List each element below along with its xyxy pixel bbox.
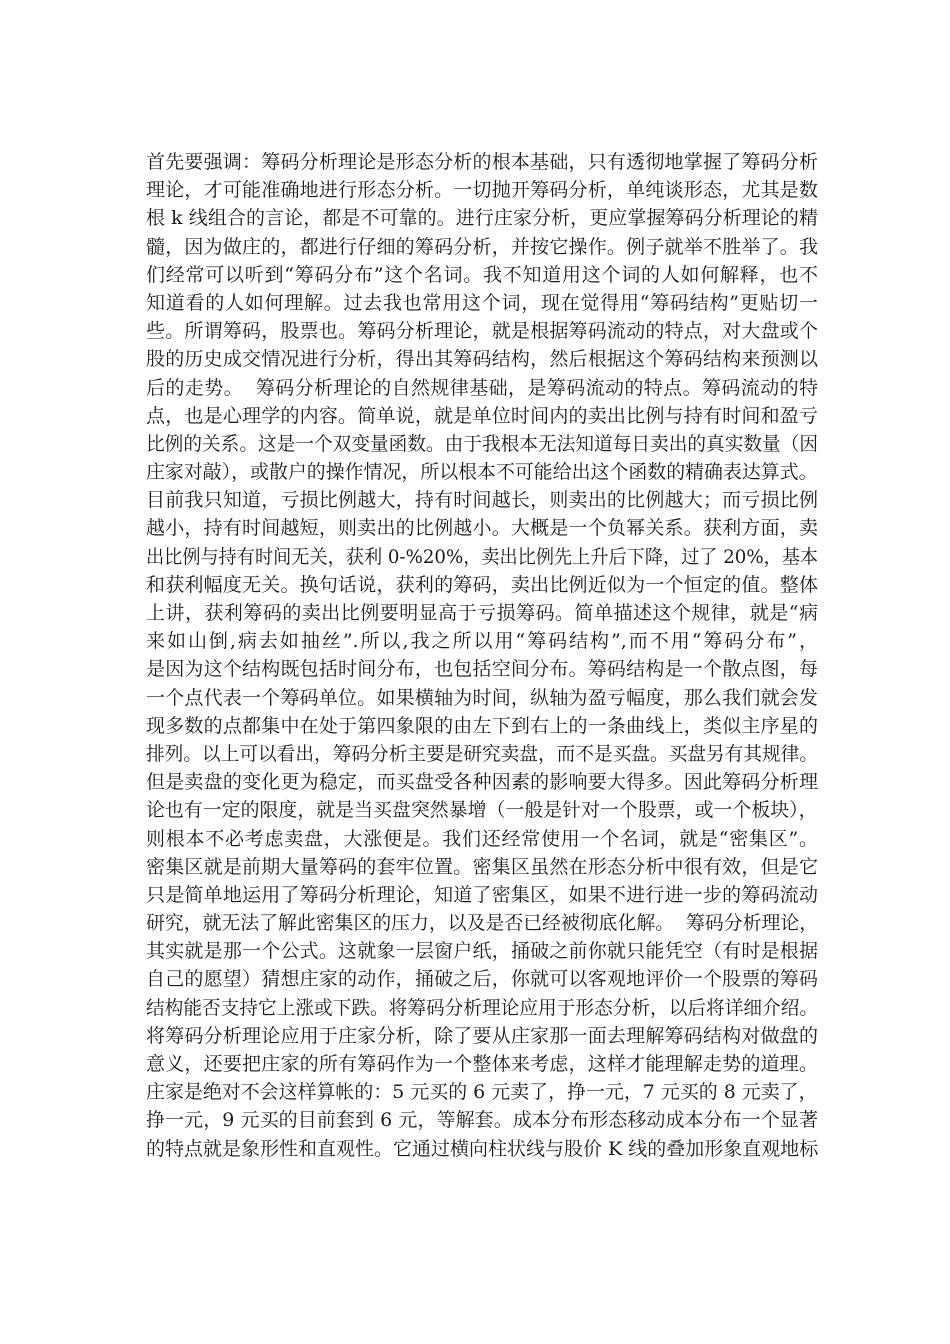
text-line: 点，也是心理学的内容。简单说，就是单位时间内的卖出比例与持有时间和盈亏 <box>146 404 818 427</box>
text-line: 的特点就是象形性和直观性。它通过横向柱状线与股价 K 线的叠加形象直观地标 <box>146 1137 819 1160</box>
text-line: 首先要强调：筹码分析理论是形态分析的根本基础，只有透彻地掌握了筹码分析 <box>146 151 818 173</box>
article-body <box>146 148 818 1163</box>
text-line: 出比例与持有时间无关，获利 0-%20%，卖出比例先上升后下降，过了 20%，基本 <box>146 545 819 568</box>
text-line: 则根本不必考虑卖盘，大涨便是。我们还经常使用一个名词，就是“密集区”。 <box>146 827 818 850</box>
text-line: 们经常可以听到“筹码分布”这个名词。我不知道用这个词的人如何解释，也不 <box>146 263 818 286</box>
text-line: 和获利幅度无关。换句话说，获利的筹码，卖出比例近似为一个恒定的值。整体 <box>146 573 818 596</box>
text-line: 髓，因为做庄的，都进行仔细的筹码分析，并按它操作。例子就举不胜举了。我 <box>146 235 818 258</box>
text-line: 上讲，获利筹码的卖出比例要明显高于亏损筹码。简单描述这个规律，就是“病 <box>146 602 818 624</box>
text-line: 其实就是那一个公式。这就象一层窗户纸，捅破之前你就只能凭空（有时是根据 <box>146 940 818 963</box>
text-line: 理论，才可能准确地进行形态分析。一切抛开筹码分析，单纯谈形态，尤其是数 <box>146 179 818 202</box>
text-line: 意义，还要把庄家的所有筹码作为一个整体来考虑，这样才能理解走势的道理。 <box>146 1053 818 1075</box>
text-line: 结构能否支持它上涨或下跌。将筹码分析理论应用于形态分析，以后将详细介绍。 <box>146 996 819 1019</box>
text-line: 知道看的人如何理解。过去我也常用这个词，现在觉得用“筹码结构”更贴切一 <box>146 291 818 314</box>
text-line: 股的历史成交情况进行分析，得出其筹码结构，然后根据这个筹码结构来预测以 <box>146 348 818 371</box>
text-line: 庄家对敲），或散户的操作情况，所以根本不可能给出这个函数的精确表达算式。 <box>146 461 818 484</box>
text-line: 只是简单地运用了筹码分析理论，知道了密集区，如果不进行进一步的筹码流动 <box>146 883 818 906</box>
text-line: 越小，持有时间越短，则卖出的比例越小。大概是一个负幂关系。获利方面，卖 <box>146 517 818 540</box>
text-line: 庄家是绝对不会这样算帐的：5 元买的 6 元卖了，挣一元，7 元买的 8 元卖了， <box>146 1081 818 1104</box>
text-line: 排列。以上可以看出，筹码分析主要是研究卖盘，而不是买盘。买盘另有其规律。 <box>146 742 819 765</box>
text-line: 研究，就无法了解此密集区的压力，以及是否已经被彻底化解。 筹码分析理论， <box>146 912 819 935</box>
text-line: 是因为这个结构既包括时间分布，也包括空间分布。筹码结构是一个散点图，每 <box>146 658 818 681</box>
text-line: 来如山倒,病去如抽丝”.所以,我之所以用“筹码结构”,而不用“筹码分布”， <box>146 630 818 653</box>
text-line: 根 k 线组合的言论，都是不可靠的。进行庄家分析，更应掌握筹码分析理论的精 <box>146 207 818 230</box>
text-line: 后的走势。 筹码分析理论的自然规律基础，是筹码流动的特点。筹码流动的特 <box>146 376 818 399</box>
text-line: 将筹码分析理论应用于庄家分析，除了要从庄家那一面去理解筹码结构对做盘的 <box>146 1024 818 1047</box>
text-line: 密集区就是前期大量筹码的套牢位置。密集区虽然在形态分析中很有效，但是它 <box>146 855 818 878</box>
text-line: 一个点代表一个筹码单位。如果横轴为时间，纵轴为盈亏幅度，那么我们就会发 <box>146 686 818 709</box>
text-line: 但是卖盘的变化更为稳定，而买盘受各种因素的影响要大得多。因此筹码分析理 <box>146 771 818 794</box>
text-line: 目前我只知道，亏损比例越大，持有时间越长，则卖出的比例越大；而亏损比例 <box>146 489 818 512</box>
text-line: 些。所谓筹码，股票也。筹码分析理论，就是根据筹码流动的特点，对大盘或个 <box>146 320 818 343</box>
text-line: 挣一元，9 元买的目前套到 6 元，等解套。成本分布形态移动成本分布一个显著 <box>146 1109 818 1132</box>
text-line: 比例的关系。这是一个双变量函数。由于我根本无法知道每日卖出的真实数量（因 <box>146 432 819 455</box>
text-line: 自己的愿望）猜想庄家的动作，捅破之后，你就可以客观地评价一个股票的筹码 <box>146 968 818 991</box>
text-line: 论也有一定的限度，就是当买盘突然暴增（一般是针对一个股票，或一个板块）， <box>146 799 818 822</box>
text-line: 现多数的点都集中在处于第四象限的由左下到右上的一条曲线上，类似主序星的 <box>146 714 818 737</box>
